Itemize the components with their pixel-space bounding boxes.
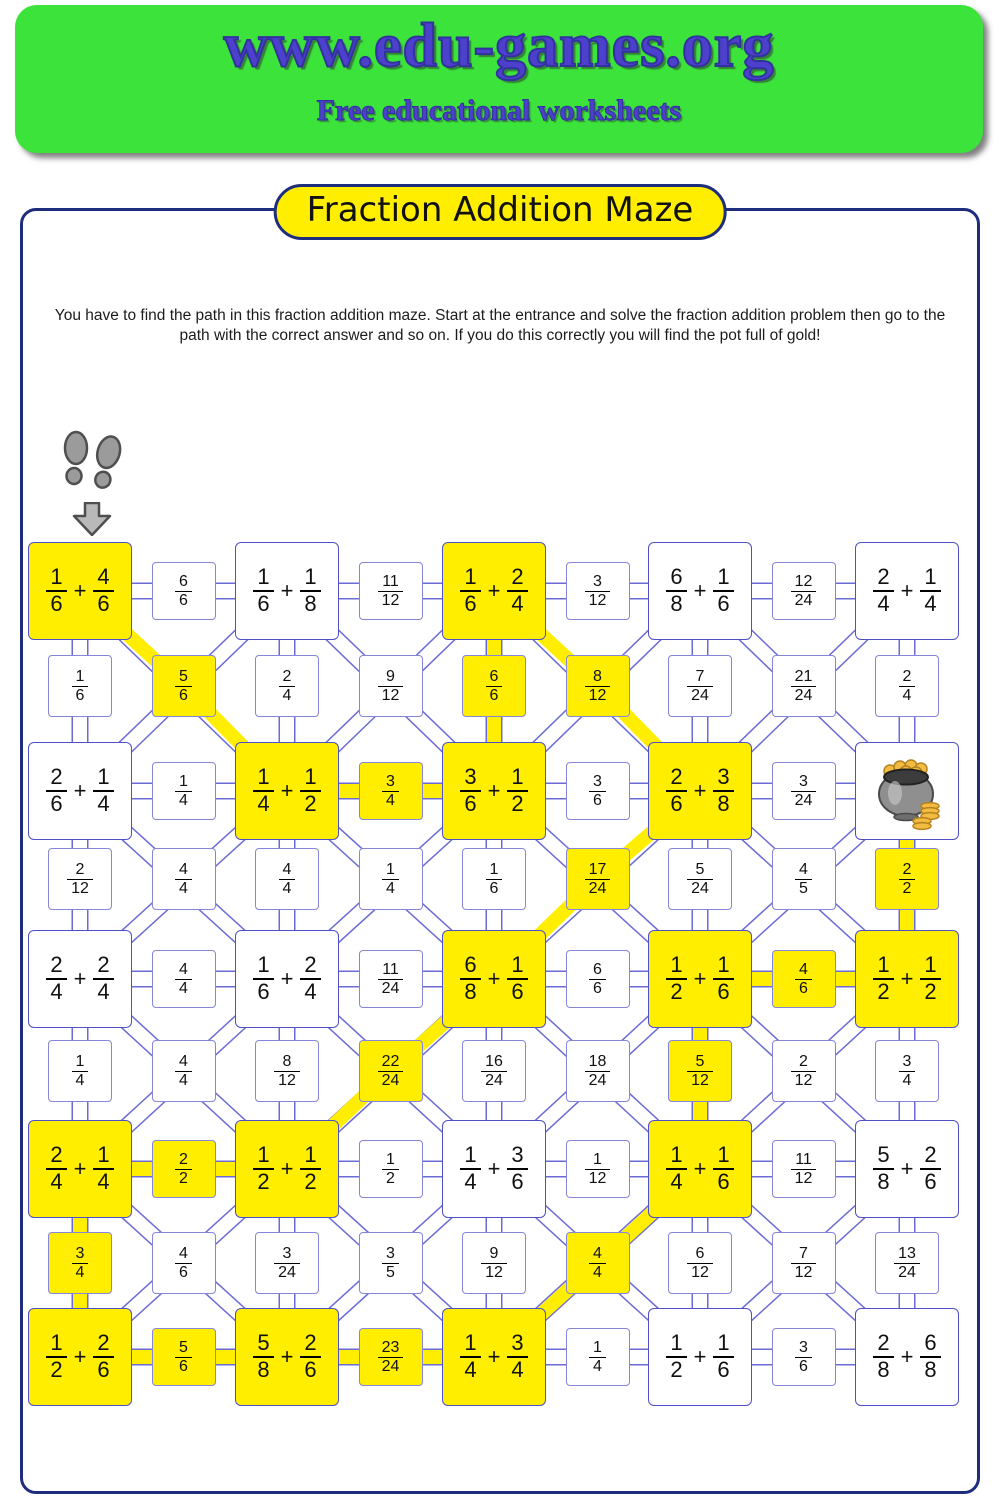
fraction: $\frac{2}{4}$: [899, 668, 916, 705]
problem-cell-r2-c2: [235, 742, 339, 840]
answer-cell-h-r3-2: [359, 950, 423, 1008]
fraction: $\frac{13}{24}$: [894, 1245, 920, 1282]
answer-cell-v-g2-2: [152, 848, 216, 910]
problem-cell-r1-c4: [648, 542, 752, 640]
fraction: $\frac{1}{6}$: [253, 565, 273, 616]
answer-cell-v-g1-9: [875, 655, 939, 717]
problem-cell-r4-c2: [235, 1120, 339, 1218]
answer-cell-v-g4-8: [772, 1232, 836, 1294]
answer-cell-v-g4-1: [48, 1232, 112, 1294]
fraction: $\frac{2}{2}$: [175, 1151, 192, 1188]
answer-cell-v-g3-8: [772, 1040, 836, 1102]
fraction: $\frac{4}{5}$: [795, 861, 812, 898]
answer-cell-v-g4-9: [875, 1232, 939, 1294]
problem-cell-r4-c1: [28, 1120, 132, 1218]
fraction: $\frac{5}{6}$: [175, 668, 192, 705]
problem-cell-r1-c3: [442, 542, 546, 640]
fraction: $\frac{11}{24}$: [378, 961, 404, 998]
fraction: $\frac{2}{8}$: [873, 1331, 893, 1382]
fraction: $\frac{6}{6}$: [486, 668, 503, 705]
fraction: $\frac{9}{12}$: [378, 668, 404, 705]
fraction: $\frac{3}{24}$: [791, 773, 817, 810]
fraction: $\frac{1}{6}$: [713, 953, 733, 1004]
problem-cell-r2-c3: [442, 742, 546, 840]
fraction: $\frac{1}{4}$: [93, 765, 113, 816]
fraction: $\frac{4}{6}$: [795, 961, 812, 998]
answer-cell-h-r5-2: [359, 1328, 423, 1386]
answer-cell-v-g3-9: [875, 1040, 939, 1102]
plus-sign: +: [693, 1156, 707, 1181]
plus-sign: +: [693, 778, 707, 803]
plus-sign: +: [280, 578, 294, 603]
answer-cell-v-g1-7: [668, 655, 732, 717]
fraction: $\frac{1}{8}$: [300, 565, 320, 616]
fraction: $\frac{1}{6}$: [713, 1331, 733, 1382]
fraction: $\frac{1}{6}$: [713, 1143, 733, 1194]
answer-cell-v-g3-3: [255, 1040, 319, 1102]
answer-cell-h-r2-4: [772, 762, 836, 820]
fraction: $\frac{1}{4}$: [460, 1331, 480, 1382]
problem-cell-r3-c5: [855, 930, 959, 1028]
plus-sign: +: [73, 1156, 87, 1181]
pot-of-gold-icon: [864, 748, 950, 834]
plus-sign: +: [280, 1156, 294, 1181]
fraction: $\frac{2}{12}$: [67, 861, 93, 898]
fraction: $\frac{1}{4}$: [382, 861, 399, 898]
fraction: $\frac{17}{24}$: [585, 861, 611, 898]
fraction: $\frac{2}{4}$: [46, 1143, 66, 1194]
fraction: $\frac{1}{6}$: [46, 565, 66, 616]
plus-sign: +: [73, 778, 87, 803]
fraction: $\frac{1}{4}$: [666, 1143, 686, 1194]
answer-cell-h-r2-3: [566, 762, 630, 820]
fraction: $\frac{1}{4}$: [460, 1143, 480, 1194]
problem-cell-r5-c1: [28, 1308, 132, 1406]
fraction: $\frac{3}{12}$: [585, 573, 611, 610]
problem-cell-r5-c3: [442, 1308, 546, 1406]
site-title: www.edu-games.org: [223, 12, 775, 80]
fraction: $\frac{3}{6}$: [589, 773, 606, 810]
answer-cell-h-r1-3: [566, 562, 630, 620]
fraction: $\frac{3}{4}$: [899, 1053, 916, 1090]
fraction: $\frac{3}{24}$: [274, 1245, 300, 1282]
problem-cell-r3-c3: [442, 930, 546, 1028]
fraction: $\frac{5}{24}$: [687, 861, 713, 898]
fraction: $\frac{22}{24}$: [378, 1053, 404, 1090]
fraction: $\frac{2}{4}$: [300, 953, 320, 1004]
answer-cell-h-r2-1: [152, 762, 216, 820]
fraction: $\frac{4}{4}$: [279, 861, 296, 898]
answer-cell-h-r5-4: [772, 1328, 836, 1386]
plus-sign: +: [280, 966, 294, 991]
problem-cell-r1-c2: [235, 542, 339, 640]
fraction: $\frac{1}{6}$: [460, 565, 480, 616]
answer-cell-v-g2-6: [566, 848, 630, 910]
fraction: $\frac{3}{4}$: [507, 1331, 527, 1382]
problem-cell-r4-c4: [648, 1120, 752, 1218]
fraction: $\frac{3}{6}$: [460, 765, 480, 816]
fraction: $\frac{1}{2}$: [382, 1151, 399, 1188]
plus-sign: +: [487, 1344, 501, 1369]
fraction: $\frac{18}{24}$: [585, 1053, 611, 1090]
fraction: $\frac{6}{6}$: [175, 573, 192, 610]
fraction: $\frac{1}{4}$: [72, 1053, 89, 1090]
problem-cell-r1-c1: [28, 542, 132, 640]
plus-sign: +: [900, 1344, 914, 1369]
fraction: $\frac{9}{12}$: [481, 1245, 507, 1282]
fraction: $\frac{3}{6}$: [507, 1143, 527, 1194]
fraction: $\frac{1}{6}$: [713, 565, 733, 616]
problem-cell-r5-c5: [855, 1308, 959, 1406]
answer-cell-h-r4-3: [566, 1140, 630, 1198]
fraction: $\frac{2}{4}$: [46, 953, 66, 1004]
fraction: $\frac{1}{2}$: [920, 953, 940, 1004]
answer-cell-v-g3-1: [48, 1040, 112, 1102]
answer-cell-h-r3-3: [566, 950, 630, 1008]
fraction: $\frac{8}{12}$: [274, 1053, 300, 1090]
answer-cell-v-g2-3: [255, 848, 319, 910]
answer-cell-v-g2-5: [462, 848, 526, 910]
fraction: $\frac{6}{8}$: [666, 565, 686, 616]
problem-cell-r4-c3: [442, 1120, 546, 1218]
fraction: $\frac{4}{6}$: [93, 565, 113, 616]
answer-cell-v-g4-7: [668, 1232, 732, 1294]
plus-sign: +: [900, 578, 914, 603]
answer-cell-v-g4-6: [566, 1232, 630, 1294]
site-tagline: Free educational worksheets: [316, 94, 682, 127]
fraction: $\frac{3}{4}$: [72, 1245, 89, 1282]
fraction: $\frac{2}{2}$: [899, 861, 916, 898]
fraction: $\frac{6}{12}$: [687, 1245, 713, 1282]
fraction: $\frac{2}{4}$: [873, 565, 893, 616]
problem-cell-r1-c5: [855, 542, 959, 640]
answer-cell-h-r2-2: [359, 762, 423, 820]
fraction: $\frac{4}{6}$: [175, 1245, 192, 1282]
fraction: $\frac{1}{6}$: [507, 953, 527, 1004]
plus-sign: +: [487, 778, 501, 803]
fraction: $\frac{3}{4}$: [382, 773, 399, 810]
plus-sign: +: [487, 966, 501, 991]
problem-cell-r5-c2: [235, 1308, 339, 1406]
worksheet-title: Fraction Addition Maze: [274, 184, 727, 240]
answer-cell-v-g1-2: [152, 655, 216, 717]
fraction: $\frac{1}{2}$: [666, 953, 686, 1004]
fraction: $\frac{2}{4}$: [93, 953, 113, 1004]
answer-cell-v-g4-4: [359, 1232, 423, 1294]
fraction: $\frac{2}{6}$: [93, 1331, 113, 1382]
plus-sign: +: [73, 578, 87, 603]
down-arrow-icon: [72, 502, 112, 536]
instructions: You have to find the path in this fraction addition maze. Start at the entrance and solve the fraction addition problem then go to the path with the correct answer and so on. If you do this correctly you will find the pot full of gold!: [54, 306, 946, 345]
fraction: $\frac{4}{4}$: [175, 1053, 192, 1090]
fraction: $\frac{21}{24}$: [791, 668, 817, 705]
answer-cell-v-g4-5: [462, 1232, 526, 1294]
fraction: $\frac{23}{24}$: [378, 1339, 404, 1376]
fraction: $\frac{2}{4}$: [507, 565, 527, 616]
answer-cell-h-r1-4: [772, 562, 836, 620]
answer-cell-v-g2-7: [668, 848, 732, 910]
answer-cell-h-r5-3: [566, 1328, 630, 1386]
answer-cell-h-r1-1: [152, 562, 216, 620]
plus-sign: +: [73, 1344, 87, 1369]
fraction: $\frac{4}{4}$: [175, 961, 192, 998]
answer-cell-h-r3-1: [152, 950, 216, 1008]
fraction: $\frac{8}{12}$: [585, 668, 611, 705]
problem-cell-r3-c2: [235, 930, 339, 1028]
answer-cell-h-r4-1: [152, 1140, 216, 1198]
plus-sign: +: [487, 578, 501, 603]
fraction: $\frac{3}{6}$: [795, 1339, 812, 1376]
fraction: $\frac{1}{4}$: [920, 565, 940, 616]
answer-cell-v-g3-2: [152, 1040, 216, 1102]
fraction: $\frac{2}{4}$: [279, 668, 296, 705]
fraction: $\frac{6}{6}$: [589, 961, 606, 998]
fraction: $\frac{1}{6}$: [72, 668, 89, 705]
answer-cell-v-g2-9: [875, 848, 939, 910]
answer-cell-h-r4-4: [772, 1140, 836, 1198]
answer-cell-v-g1-3: [255, 655, 319, 717]
fraction: $\frac{3}{8}$: [713, 765, 733, 816]
answer-cell-v-g3-4: [359, 1040, 423, 1102]
problem-cell-r2-c1: [28, 742, 132, 840]
fraction: $\frac{4}{4}$: [589, 1245, 606, 1282]
plus-sign: +: [693, 966, 707, 991]
answer-cell-v-g2-4: [359, 848, 423, 910]
fraction: $\frac{1}{6}$: [253, 953, 273, 1004]
fraction: $\frac{12}{24}$: [791, 573, 817, 610]
fraction: $\frac{2}{6}$: [666, 765, 686, 816]
fraction: $\frac{3}{5}$: [382, 1245, 399, 1282]
fraction: $\frac{2}{6}$: [300, 1331, 320, 1382]
fraction: $\frac{1}{2}$: [507, 765, 527, 816]
plus-sign: +: [280, 778, 294, 803]
fraction: $\frac{1}{4}$: [253, 765, 273, 816]
answer-cell-v-g3-7: [668, 1040, 732, 1102]
plus-sign: +: [900, 1156, 914, 1181]
answer-cell-v-g3-6: [566, 1040, 630, 1102]
answer-cell-h-r4-2: [359, 1140, 423, 1198]
fraction: $\frac{4}{4}$: [175, 861, 192, 898]
fraction: $\frac{7}{24}$: [687, 668, 713, 705]
answer-cell-v-g1-6: [566, 655, 630, 717]
fraction: $\frac{6}{8}$: [920, 1331, 940, 1382]
answer-cell-v-g1-5: [462, 655, 526, 717]
answer-cell-v-g1-8: [772, 655, 836, 717]
fraction: $\frac{1}{2}$: [46, 1331, 66, 1382]
problem-cell-r4-c5: [855, 1120, 959, 1218]
answer-cell-v-g2-8: [772, 848, 836, 910]
problem-cell-r5-c4: [648, 1308, 752, 1406]
fraction: $\frac{1}{2}$: [253, 1143, 273, 1194]
fraction: $\frac{7}{12}$: [791, 1245, 817, 1282]
answer-cell-v-g4-3: [255, 1232, 319, 1294]
plus-sign: +: [900, 966, 914, 991]
problem-cell-r3-c1: [28, 930, 132, 1028]
answer-cell-v-g1-1: [48, 655, 112, 717]
fraction: $\frac{1}{2}$: [300, 1143, 320, 1194]
plus-sign: +: [280, 1344, 294, 1369]
plus-sign: +: [693, 1344, 707, 1369]
fraction: $\frac{6}{8}$: [460, 953, 480, 1004]
fraction: $\frac{16}{24}$: [481, 1053, 507, 1090]
answer-cell-v-g1-4: [359, 655, 423, 717]
fraction: $\frac{5}{12}$: [687, 1053, 713, 1090]
fraction: $\frac{1}{2}$: [873, 953, 893, 1004]
answer-cell-v-g4-2: [152, 1232, 216, 1294]
plus-sign: +: [693, 578, 707, 603]
fraction: $\frac{2}{6}$: [920, 1143, 940, 1194]
fraction: $\frac{1}{4}$: [175, 773, 192, 810]
fraction: $\frac{1}{2}$: [666, 1331, 686, 1382]
plus-sign: +: [73, 966, 87, 991]
fraction: $\frac{11}{12}$: [378, 573, 404, 610]
answer-cell-v-g2-1: [48, 848, 112, 910]
answer-cell-h-r3-4: [772, 950, 836, 1008]
fraction: $\frac{5}{8}$: [253, 1331, 273, 1382]
fraction: $\frac{1}{4}$: [589, 1339, 606, 1376]
fraction: $\frac{11}{12}$: [791, 1151, 817, 1188]
fraction: $\frac{2}{6}$: [46, 765, 66, 816]
answer-cell-v-g3-5: [462, 1040, 526, 1102]
fraction: $\frac{5}{6}$: [175, 1339, 192, 1376]
answer-cell-h-r5-1: [152, 1328, 216, 1386]
fraction: $\frac{2}{12}$: [791, 1053, 817, 1090]
answer-cell-h-r1-2: [359, 562, 423, 620]
plus-sign: +: [487, 1156, 501, 1181]
fraction: $\frac{1}{2}$: [300, 765, 320, 816]
problem-cell-r3-c4: [648, 930, 752, 1028]
problem-cell-r2-c4: [648, 742, 752, 840]
footprints-icon: [55, 428, 133, 504]
fraction: $\frac{5}{8}$: [873, 1143, 893, 1194]
fraction: $\frac{1}{12}$: [585, 1151, 611, 1188]
fraction: $\frac{1}{4}$: [93, 1143, 113, 1194]
fraction: $\frac{1}{6}$: [486, 861, 503, 898]
